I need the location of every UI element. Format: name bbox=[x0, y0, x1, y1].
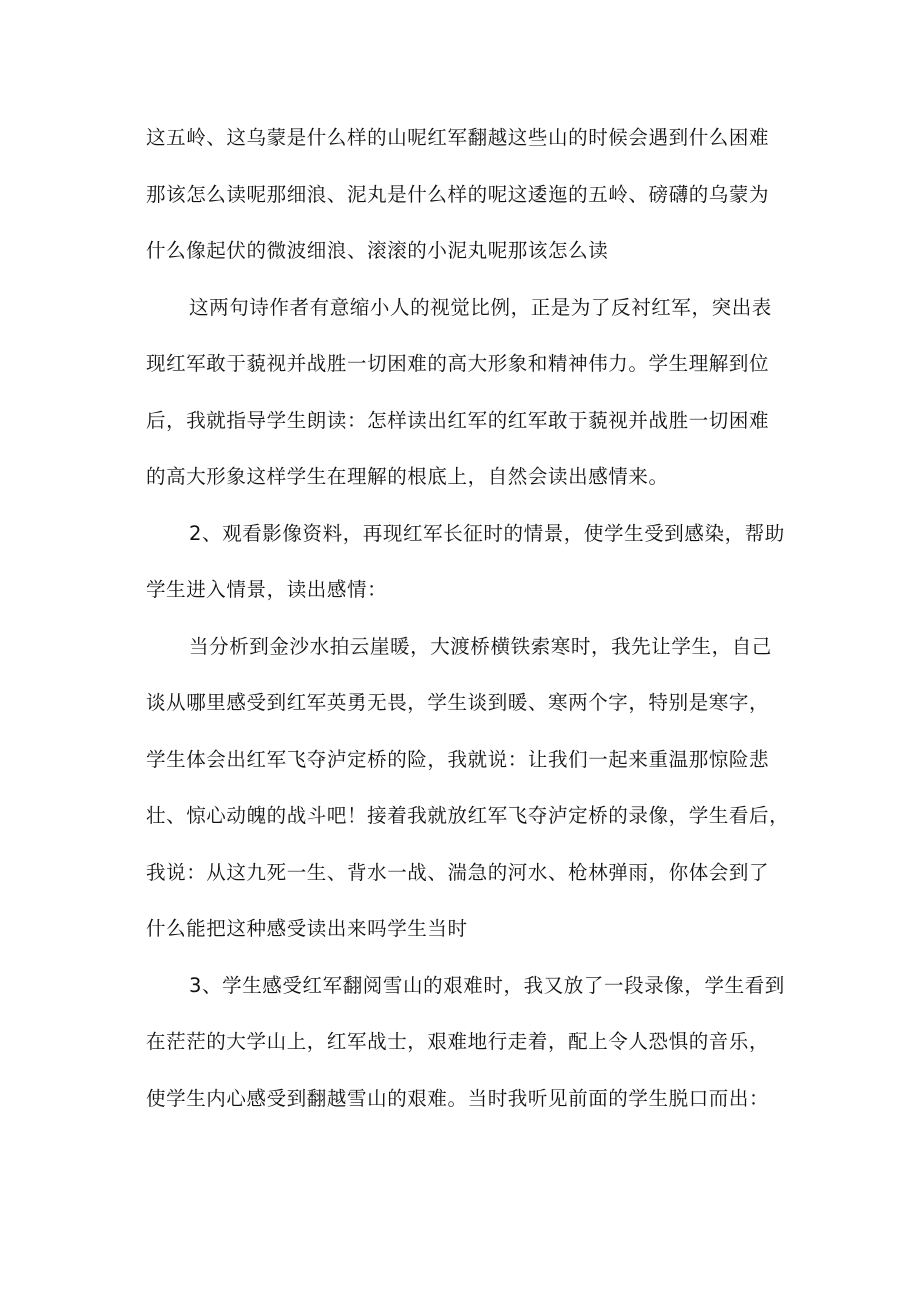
text-line: 谈从哪里感受到红军英勇无畏，学生谈到暖、寒两个字，特别是寒字， bbox=[146, 691, 770, 714]
text-line: 学生体会出红军飞夺泸定桥的险，我就说：让我们一起来重温那惊险悲 bbox=[146, 748, 770, 771]
text-line: 现红军敢于藐视并战胜一切困难的高大形象和精神伟力。学生理解到位 bbox=[146, 352, 770, 375]
text-line: 什么像起伏的微波细浪、滚滚的小泥丸呢那该怎么读 bbox=[146, 239, 609, 262]
text-line: 3、学生感受红军翻阅雪山的艰难时，我又放了一段录像，学生看到 bbox=[189, 974, 785, 997]
text-line: 使学生内心感受到翻越雪山的艰难。当时我听见前面的学生脱口而出： bbox=[146, 1087, 770, 1110]
text-line: 这五岭、这乌蒙是什么样的山呢红军翻越这些山的时候会遇到什么困难 bbox=[146, 126, 770, 149]
text-line: 学生进入情景，读出感情： bbox=[146, 578, 388, 601]
text-line: 2、观看影像资料，再现红军长征时的情景，使学生受到感染，帮助 bbox=[189, 522, 785, 545]
text-line: 我说：从这九死一生、背水一战、湍急的河水、枪林弹雨，你体会到了 bbox=[146, 861, 770, 884]
text-line: 什么能把这种感受读出来吗学生当时 bbox=[146, 917, 468, 940]
text-line: 后，我就指导学生朗读：怎样读出红军的红军敢于藐视并战胜一切困难 bbox=[146, 409, 770, 432]
text-line: 这两句诗作者有意缩小人的视觉比例，正是为了反衬红军，突出表 bbox=[189, 296, 772, 319]
text-line: 那该怎么读呢那细浪、泥丸是什么样的呢这逶迤的五岭、磅礴的乌蒙为 bbox=[146, 183, 770, 206]
text-line: 的高大形象这样学生在理解的根底上，自然会读出感情来。 bbox=[146, 465, 669, 488]
text-line: 当分析到金沙水拍云崖暖，大渡桥横铁索寒时，我先让学生，自己 bbox=[189, 635, 772, 658]
text-line: 在茫茫的大学山上，红军战士，艰难地行走着，配上令人恐惧的音乐， bbox=[146, 1030, 770, 1053]
text-line: 壮、惊心动魄的战斗吧！接着我就放红军飞夺泸定桥的录像，学生看后， bbox=[146, 804, 790, 827]
